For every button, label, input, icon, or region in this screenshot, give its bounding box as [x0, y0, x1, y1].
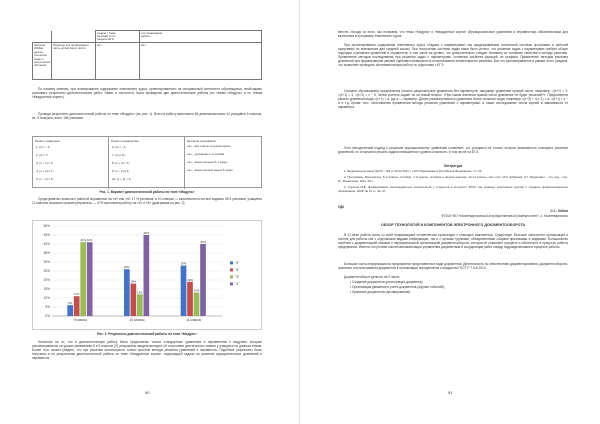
- list-item: «2» – верно решено менее 5 задач: [187, 168, 233, 172]
- list-item: • Хранение документов (архивирование).: [350, 290, 412, 294]
- data-label: 28%: [180, 261, 187, 266]
- legend-swatch: [230, 268, 233, 271]
- legend-swatch: [230, 261, 233, 264]
- legend-swatch: [230, 282, 233, 285]
- bar: [187, 282, 193, 316]
- paragraph: Большая часть информации на предприятии представлена в виде документов. Деятельность по обеспечению документирования, документооборота, хранения и использования документов в организации определяется стандартом ГОСТ Р 7.0.8-2013.: [338, 262, 568, 271]
- bar: [137, 294, 143, 316]
- data-label: 6%: [68, 301, 73, 306]
- reference-item: 1. Федеральный закон №273 – ФЗ от 29.12.2012 г. «Об образовании в Российской Федерации». Ст. 34.: [344, 169, 483, 173]
- bar: [67, 305, 73, 316]
- list-item: • Создание документов (регистрация документа);: [350, 280, 424, 284]
- paragraph: Несмотря на то, что в диагностическую работу были предложены только стандартные уравнения и неравенства с модулем, которые рассматриваются на уроках математики 8 и 9 классов [2], результаты свидетельствуют об отсутствии достаточного знания у учащихся по данным темам. Более того, можно увидеть, что при решении используются только простые методы решения уравнений и неравенств. Подобные результаты были получены и по результатам диагностической работы по теме «Квадратные корни», содержащей задачи на решение иррациональных уравнений и неравенств.: [32, 340, 262, 361]
- figure-caption: Рис. 1. Вариант диагностической работы по теме «Модуль»: [99, 190, 195, 194]
- bar: [124, 269, 130, 316]
- list-item: 6. |x| < −1;: [112, 145, 127, 149]
- bar: [181, 266, 187, 316]
- paragraph: венств. Исходя из этого, мы полагаем, что темы «Модуль» и «Квадратные корни» (Иррациональные уравнения и неравенства) обязательными для включения в программу элективного курса.: [338, 30, 568, 39]
- paragraph: При проектировании содержания элективного курса «Задачи с параметрами» мы придерживаемся логической системы программы и рабочей программы по математике для средней школы. При построении системы задач нами было учтено, что решение задач с параметрами требует общих подходов к решению уравнений и неравенств, в том числе на уровне, что дополнительно следует понимать их основные свойства и методы решения. Применение методов исследования при решении задач с параметрами, основные свойства функций, их графики. Применение методов решения уравнений при формировании умений оценивать возможность использования элементарного решения. Все это рассматривается в рамках этого раздела, что позволяет проводить систематическую работу по подготовке к ЕГЭ.: [338, 43, 568, 68]
- article-title: ОБЗОР ТЕХНОЛОГИЙ И КОМПОНЕНТОВ ЭЛЕКТРОННОГО ДОКУМЕНТООБОРОТА: [381, 223, 525, 227]
- y-tick-label: 45%: [43, 233, 50, 238]
- paragraph: Среди девятых классов с работой справились на «4» или «5» 17 % учеников, в 10 классах — выполнили почти все задания 44% учеников, учащиеся 11 классов показали лучшие результаты — 47% выполнили работу на «4» и «5» (диаграмма на рис. 2).: [32, 197, 262, 206]
- table-header-cell: и в спецразделе работы: [139, 31, 261, 43]
- list-item: 9. |x − 2| ≥ 6;: [112, 169, 130, 173]
- y-tick-label: 25%: [43, 269, 50, 274]
- data-label: 18%: [130, 279, 137, 284]
- bar: [144, 235, 150, 316]
- y-tick-label: 20%: [43, 278, 50, 283]
- results-chart: [32, 220, 262, 330]
- legend-label: "5": [235, 261, 240, 265]
- data-label: 45%: [143, 231, 150, 235]
- criteria-column: [185, 137, 263, 189]
- y-tick-label: 15%: [43, 287, 50, 292]
- list-item-text: Создание документов (регистрация документа);: [352, 280, 424, 284]
- list-item: 2. |x| = 7;: [36, 153, 49, 157]
- list-item: • Организация движения и учета документов (журнал событий);: [350, 285, 445, 289]
- column-title: Критерии оценивания:: [187, 139, 217, 143]
- author: С.С. Хобта: [550, 209, 568, 213]
- bar: [131, 284, 137, 316]
- list-item: 3. |x − 1| = 3;: [36, 161, 54, 165]
- comparison-table: [32, 30, 262, 80]
- column-title: Решите уравнения:: [35, 139, 61, 143]
- list-item: 7. |x| ≥ 11;: [112, 153, 126, 157]
- equations-column: [33, 137, 109, 189]
- paragraph: По нашему мнению, при планировании содержания элективного курса, ориентированного на специальный контингент обучающихся, необходимо учитывать результаты диагностических работ. Нами, в частности, были проведены две диагностические работы (по темам «Модуль» и по темам «Квадратные корни»).: [32, 87, 262, 100]
- legend-label: "2": [235, 282, 240, 286]
- reference-item: 3. Хорьков М.В. Формирование метапредметных компетенций у студентов в контексте ФГОС (на примере элективных курсов) // Среднее профессиональное образование. 2008. № 11. С. 44–47.: [338, 185, 568, 193]
- figure-caption: Рис. 2. Результаты диагностической работы по теме «Модуль»: [96, 332, 197, 336]
- legend-label: "3": [235, 275, 240, 279]
- y-tick-label: 10%: [43, 296, 50, 301]
- paragraph: Этот методический подход к решению иррациональных уравнений позволяет, что учащиеся не только получат возможность повторить решение уравнений, но и научатся решать задачи повышенного уровня сложности, в том числе на ЕГЭ.: [338, 146, 568, 155]
- paragraph: Проведя результаты диагностической работы по теме «Модуль» (см. рис. 1). Всего в работу выполнили 84 девятиклассника: 41 учащийся 9 классов, из 71 выпуска, всего 186 учеников.: [32, 112, 262, 121]
- figure-1-box: [32, 136, 262, 188]
- column-title: Решите неравенства:: [111, 139, 139, 143]
- data-label: 19%: [187, 277, 193, 282]
- data-label: 41%: [80, 238, 86, 243]
- inequalities-column: [109, 137, 185, 189]
- table-header-cell: [33, 31, 52, 43]
- bar: [194, 293, 200, 316]
- y-tick-label: 40%: [43, 242, 50, 247]
- paragraph: Сначала обучающимся предлагается решить рациональные уравнения без параметров, например уравнения прямой части, например: √(x+1) = 2; √(x+1) = 3; √(x+1) = x − 5. Затем учитель задает их на новый вопрос: «При каком значении правой части уравнение не будет решений?». Предлагается решить уравнения вида √(x+1) = a, где a — параметр. Далее рассматриваются уравнения более сложного вида, например √(x+3) + √(x−1) = a, √(x+1) = x − a и т.д. Кроме того, обоснованны применения метода решения уравнений с параметрами, а также исследование числа корней в зависимости от параметра.: [338, 89, 568, 110]
- table-header-cell: [51, 31, 95, 43]
- table-cell: Образцы для проверяемых часть алгоритма в тексте: [51, 43, 95, 80]
- list-item: 4. |x + 2| = 1;: [36, 169, 54, 173]
- x-tick-label: 10 классы: [129, 318, 145, 322]
- data-label: 13%: [193, 288, 200, 293]
- list-item: 10. |x + 1| < 2;: [112, 177, 132, 181]
- list-item: 1. |x| = −2;: [36, 145, 51, 149]
- paragraph: В 21 веке работа почти со всей информацией человечества происходит с помощью компьютера. Существует большое количество организаций и систем для работы как с отдельными видами информации, так и с целыми группами, объединенными общими признаками и задачами. Большинство проблем с документацией связано с нерациональной организацией документооборота, которая не позволяет ускорить и обеспечить в процессе работы предприятия. Именно отсутствие систем автоматизации управления документами и координации работ между подразделениями в процессе работы.: [338, 233, 568, 250]
- y-tick-label: 30%: [43, 260, 50, 265]
- bar: [200, 244, 206, 316]
- x-tick-label: 9 классы: [73, 318, 87, 322]
- page-number: 90: [145, 390, 150, 395]
- list-item: «4» – допущены 1–2 ошибки: [187, 152, 225, 156]
- table-header-cell: задачи с пара- метрами в тек разделе ЕГЭ: [95, 31, 139, 43]
- right-page: [300, 0, 600, 424]
- y-tick-label: 50%: [43, 224, 50, 229]
- data-label: 12%: [137, 290, 143, 295]
- bar: [80, 242, 86, 316]
- data-label: 40%: [200, 240, 206, 244]
- list-item: 8. |x + 4| < 5;: [112, 161, 130, 165]
- bar: [74, 296, 80, 316]
- list-item: «5» – все ответы получены верно: [187, 144, 231, 148]
- references-title: Литература: [443, 164, 463, 168]
- y-tick-label: 5%: [45, 305, 50, 310]
- udk-label: УДК: [338, 205, 345, 209]
- list-item-text: Хранение документов (архивирование).: [352, 290, 412, 294]
- reference-item: 2. Программы. Математика. 5–6 классы. Алгебра. 7–9 классы. Алгебра и начала анализа. 10–11 классы / авт.-сост. И.И. Зубарева, А.Г. Мордкович. – 3-е изд., стер. М.: Мнемозина, 2011. 63 с.: [338, 175, 568, 183]
- x-tick-label: 11 классы: [186, 318, 202, 322]
- list-item-text: Организация движения и учета документов (журнал событий);: [352, 285, 445, 289]
- table-row-label: Наличие КИМов диагно- стических задач к результатам обучения: [33, 43, 52, 80]
- list-title: Документооборот делится на 3 части:: [344, 275, 401, 279]
- list-item: «3» – верно решены 5–7 задач: [187, 160, 228, 164]
- affiliation: ФГБОУ ВО «Нижневартовский государственный университет», г. Нижневартовск: [441, 214, 568, 218]
- data-label: 26%: [124, 265, 130, 270]
- table-cell: Нет: [139, 43, 261, 80]
- data-label: 11%: [73, 292, 80, 297]
- y-tick-label: 35%: [43, 251, 50, 256]
- legend-swatch: [230, 275, 233, 278]
- legend-label: "4": [235, 268, 240, 272]
- list-item: 5. |x − 3| = 6;: [36, 177, 54, 181]
- page-number: 91: [448, 390, 453, 395]
- data-label: 41%: [86, 238, 93, 243]
- bar: [87, 242, 93, 316]
- table-cell: Нет: [95, 43, 139, 80]
- y-tick-label: 0%: [45, 314, 50, 319]
